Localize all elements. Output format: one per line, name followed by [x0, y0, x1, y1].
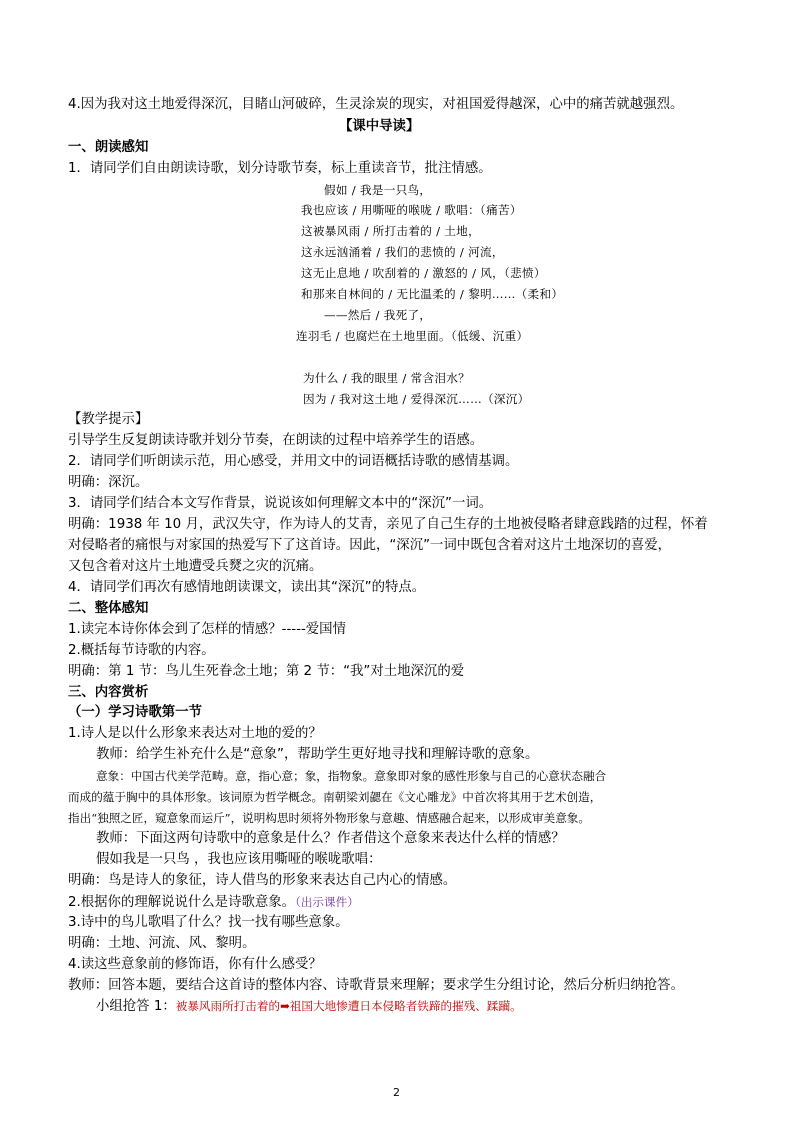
section-heading-in-class: 【课中导读】: [339, 119, 420, 134]
answer-3-line-1: 明确：1938 年 10 月，武汉失守，作为诗人的艾青，亲见了自己生存的土地被侵略者肆意践踏的过程，怀着: [68, 517, 708, 532]
heading-overall-perception: 二、整体感知: [68, 601, 149, 616]
teaching-tip-heading: 【教学提示】: [68, 412, 149, 427]
overall-question-2: 2.概括每节诗歌的内容。: [68, 643, 215, 658]
imagery-definition-line-3: 指出“独照之匠，窥意象而运斤”，说明构思时须将外物形象与意趣、情感融合起来，以形成审美意象。: [68, 811, 590, 825]
poem-line-3: 这被暴风雨 / 所打击着的 / 土地，: [301, 224, 480, 238]
question-3: 3．请同学们结合本文写作背景，说说该如何理解文本中的“深沉”一词。: [68, 496, 493, 511]
group-answer-1: [96, 996, 522, 1017]
overall-question-1: 1.读完本诗你体会到了怎样的情感？-----爱国情: [68, 622, 346, 637]
overall-answer-2: 明确：第 1 节：鸟儿生死眷念土地；第 2 节：“我”对土地深沉的爱: [68, 664, 465, 679]
heading-content-analysis: 三、内容赏析: [68, 685, 149, 700]
group-answer-1-label: 小组抢答 1：: [96, 999, 176, 1014]
question-1: 1．请同学们自由朗读诗歌，划分诗歌节奏，标上重读音节，批注情感。: [68, 161, 492, 176]
poem-quote: 假如我是一只鸟 ，我也应该用嘶哑的喉咙歌唱：: [96, 852, 382, 867]
answer-2: 明确：深沉。: [68, 475, 149, 490]
poem-line-2: 我也应该 / 用嘶哑的喉咙 / 歌唱：（痛苦）: [301, 203, 522, 217]
group-answer-1-text: 被暴风雨所打击着的➡祖国大地惨遭日本侵略者铁蹄的摧残、蹂躏。: [175, 999, 522, 1013]
imagery-definition-line-2: 而成的蕴于胸中的具体形象。该词原为哲学概念。南朝梁刘勰在《文心雕龙》中首次将其用于艺术创造，: [68, 790, 602, 804]
show-slides-note: （出示课件）: [295, 895, 359, 909]
analysis-question-4: 4.读这些意象前的修饰语，你有什么感受？: [68, 957, 322, 972]
teacher-question: 教师：下面这两句诗歌中的意象是什么？作者借这个意象来表达什么样的情感？: [96, 831, 565, 846]
poem-line-1: 假如 / 我是一只鸟，: [324, 183, 432, 197]
question-4: 4．请同学们再次有感情地朗读课文，读出其“深沉”的特点。: [68, 580, 426, 595]
answer-line-4: 4.因为我对这土地爱得深沉，目睹山河破碎，生灵涂炭的现实，对祖国爱得越深，心中的痛苦就越强烈。: [68, 97, 684, 112]
imagery-definition-line-1: 意象：中国古代美学范畴。意，指心意；象，指物象。意象即对象的感性形象与自己的心意状态融合: [96, 769, 607, 783]
heading-reading-perception: 一、朗读感知: [68, 140, 149, 155]
answer-3-line-2: 对侵略者的痛恨与对家国的热爱写下了这首诗。因此，“深沉”一词中既包含着对这片土地深切的喜爱，: [68, 538, 672, 553]
poem-line-6: 和那来自林间的 / 无比温柔的 / 黎明……（柔和）: [301, 287, 564, 301]
analysis-question-2: [68, 892, 359, 913]
analysis-question-1: 1.诗人是以什么形象来表达对土地的爱的？: [68, 726, 322, 741]
teacher-note-imagery: 教师：给学生补充什么是“意象”，帮助学生更好地寻找和理解诗歌的意象。: [96, 747, 539, 762]
question-2: 2．请同学们听朗读示范，用心感受，并用文中的词语概括诗歌的感情基调。: [68, 454, 519, 469]
poem-line-8: 连羽毛 / 也腐烂在土地里面。（低缓、沉重）: [296, 329, 529, 343]
analysis-question-3: 3.诗中的鸟儿歌唱了什么？找一找有哪些意象。: [68, 915, 349, 930]
teaching-tip-text: 引导学生反复朗读诗歌并划分节奏，在朗读的过程中培养学生的语感。: [68, 433, 484, 448]
teacher-instruction: 教师：回答本题，要结合这首诗的整体内容、诗歌背景来理解；要求学生分组讨论，然后分析归纳抢答。: [68, 978, 684, 993]
poem-line-5: 这无止息地 / 吹刮着的 / 激怒的 / 风，（悲愤）: [301, 266, 546, 280]
subheading-stanza-1: （一）学习诗歌第一节: [68, 705, 202, 720]
poem-line-4: 这永远汹涌着 / 我们的悲愤的 / 河流，: [301, 245, 504, 259]
page-number: 2: [393, 1086, 400, 1099]
answer-3-line-3: 又包含着对这片土地遭受兵燹之灾的沉痛。: [68, 559, 323, 574]
poem-line-9: 为什么 / 我的眼里 / 常含泪水？: [303, 371, 471, 385]
answer-bird-symbol: 明确：鸟是诗人的象征，诗人借鸟的形象来表达自己内心的情感。: [68, 873, 457, 888]
analysis-question-2-text: 2.根据你的理解说说什么是诗歌意象。: [68, 895, 296, 910]
answer-images: 明确：土地、河流、风、黎明。: [68, 936, 256, 951]
poem-line-10: 因为 / 我对这土地 / 爱得深沉……（深沉）: [303, 392, 530, 406]
poem-line-7: ——然后 / 我死了，: [324, 308, 432, 322]
